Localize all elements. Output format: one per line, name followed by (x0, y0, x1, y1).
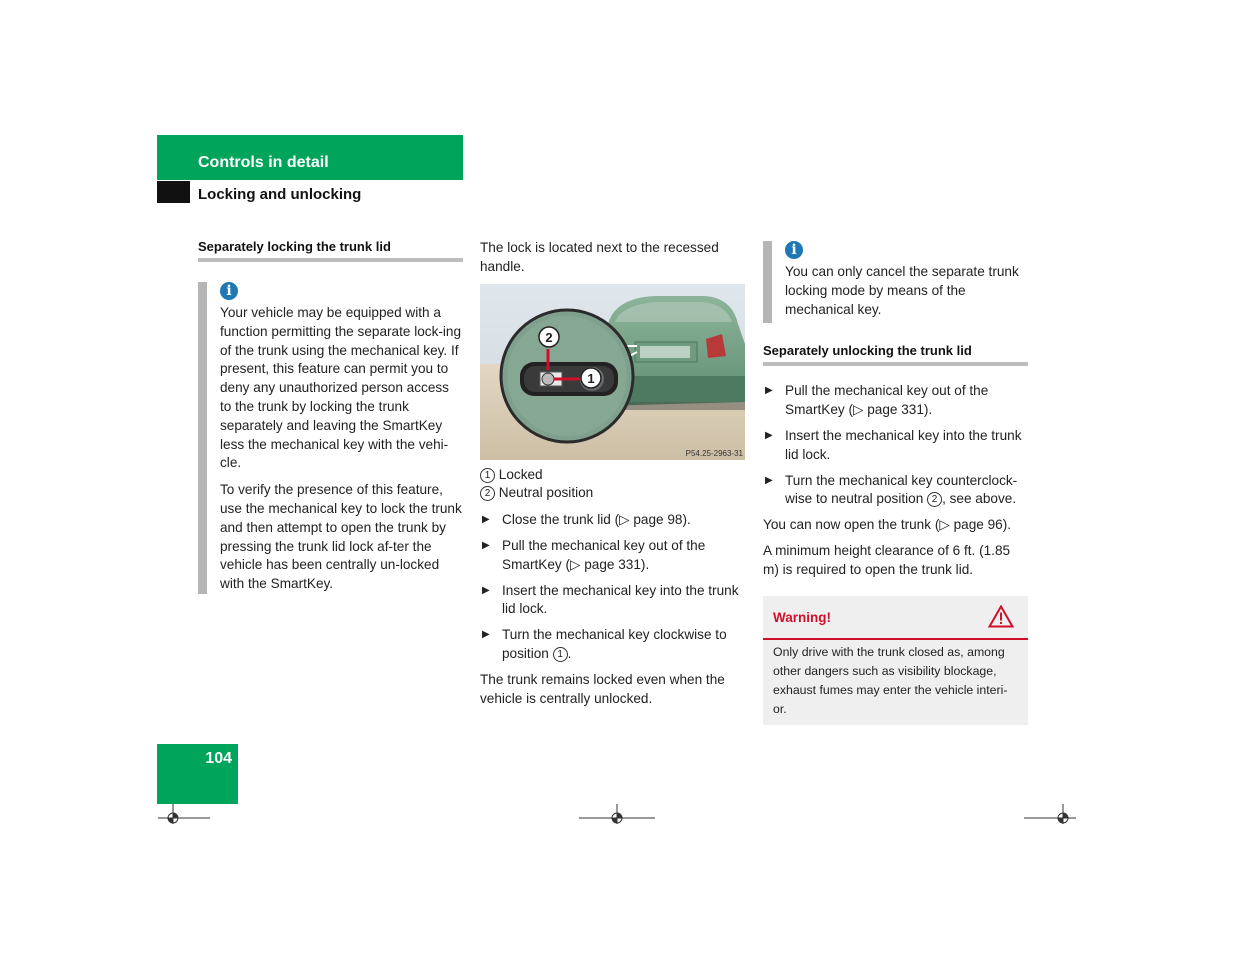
warning-box (763, 596, 1028, 725)
legend-item-neutral (480, 484, 745, 503)
warning-divider (763, 638, 1028, 640)
step-item: ▶ Turn the mechanical key counterclock-wise to neutral position 2 , see above. (765, 472, 1018, 507)
step-item: ▶ Close the trunk lid (▷ page 98). (480, 511, 745, 530)
info-icon: i (785, 241, 803, 259)
registration-mark-icon (158, 803, 212, 825)
step-item: ▶ Insert the mechanical key into the trunk lid lock. (765, 427, 1022, 462)
svg-text:2: 2 (545, 329, 553, 345)
step-item: ▶ Pull the mechanical key out of the SmartKey (▷ page 331). (482, 537, 706, 572)
position-number: 2 (927, 492, 942, 507)
page-ref-arrow-icon: ▷ (852, 402, 864, 418)
column-2 (480, 239, 745, 708)
step-item: ▶ Insert the mechanical key into the trunk lid lock. (482, 582, 739, 617)
header-black-tab (157, 181, 190, 203)
figure-code: P54.25-2963-31 (685, 448, 743, 458)
warning-text: Only drive with the trunk closed as, among other dangers such as visibility blockage, exhaust fumes may enter the vehicle interi-or. (773, 644, 1008, 716)
registration-mark-icon (579, 803, 657, 825)
info-paragraph-2: To verify the presence of this feature, use the mechanical key to lock the trunk and then attempt to open the trunk by pressing the trunk lid lock af-ter the vehicle has been centrally un-locked with the SmartKey. (220, 482, 462, 592)
section-title: Controls in detail (198, 154, 329, 171)
height-clearance-text: A minimum height clearance of 6 ft. (1.85 m) is required to open the trunk lid. (763, 542, 1011, 577)
figure-legend (480, 466, 745, 504)
page-ref-arrow-icon: ▷ (569, 556, 581, 572)
registration-mark-icon (1024, 803, 1078, 825)
lock-location-text: The lock is located next to the recessed handle. (480, 240, 719, 274)
trunk-lock-figure (480, 284, 745, 460)
locking-steps (480, 511, 745, 664)
page-number-box (157, 744, 238, 804)
trunk-remains-locked-text: The trunk remains locked even when the vehicle is centrally unlocked. (480, 671, 725, 706)
step-item: ▶ Pull the mechanical key out of the SmartKey (▷ page 331). (765, 383, 989, 418)
legend-number-1: 1 (480, 468, 495, 483)
warning-label: Warning! (773, 609, 831, 625)
bullet-arrow-icon: ▶ (765, 429, 773, 441)
column-3 (763, 241, 1028, 725)
info-icon: i (220, 282, 238, 300)
warning-triangle-icon (988, 605, 1014, 628)
column-1 (198, 239, 463, 594)
legend-item-locked (480, 466, 745, 485)
open-trunk-text: You can now open the trunk (▷ page 96). (763, 517, 1012, 533)
bullet-arrow-icon: ▶ (482, 514, 490, 526)
bullet-arrow-icon: ▶ (765, 474, 773, 486)
bullet-arrow-icon: ▶ (482, 629, 490, 641)
trunk-lock-illustration (480, 284, 745, 460)
legend-text-locked: Locked (498, 466, 543, 482)
bullet-arrow-icon: ▶ (482, 539, 490, 551)
info-note-unlocking (763, 241, 1028, 323)
unlocking-heading: Separately unlocking the trunk lid (763, 343, 1028, 366)
unlocking-steps (763, 382, 1028, 509)
legend-number-2: 2 (480, 486, 495, 501)
svg-text:1: 1 (587, 370, 595, 386)
bullet-arrow-icon: ▶ (765, 385, 773, 397)
info-cancel-text: You can only cancel the separate trunk locking mode by means of the mechanical key. (785, 264, 1019, 317)
step-item: ▶ Turn the mechanical key clockwise to position 1 . (482, 627, 727, 661)
subsection-title: Locking and unlocking (198, 186, 362, 203)
position-number: 1 (553, 647, 568, 662)
info-note-locking (198, 282, 463, 594)
legend-text-neutral: Neutral position (498, 485, 594, 501)
locking-heading: Separately locking the trunk lid (198, 239, 463, 262)
page-number: 104 (205, 750, 232, 767)
bullet-arrow-icon: ▶ (482, 584, 490, 596)
page-ref-arrow-icon: ▷ (619, 512, 630, 528)
page-ref-arrow-icon: ▷ (939, 517, 950, 533)
info-paragraph-1: Your vehicle may be equipped with a function permitting the separate lock-ing of the trunk using the mechanical key. If present, this feature can permit you to deny any unauthorized person access to the trunk by locking the trunk separately and leaving the SmartKey less the mechanical key with the vehi-cle. (220, 305, 462, 471)
